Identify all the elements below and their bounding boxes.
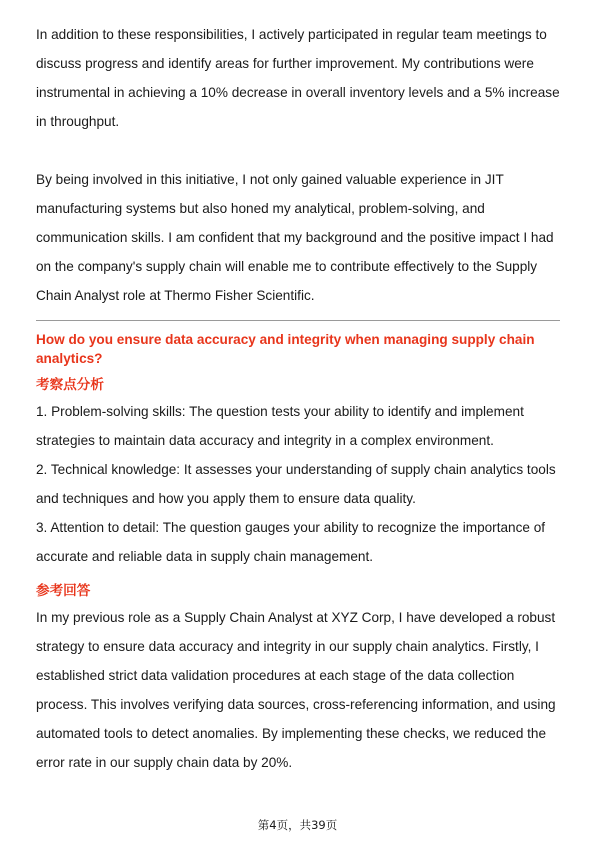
analysis-item-technical-knowledge: 2. Technical knowledge: It assesses your understanding of supply chain analytics tools and techniques and how you apply them to ensure data quality. xyxy=(36,462,556,506)
paragraph-experience-summary: By being involved in this initiative, I not only gained valuable experience in JIT manufacturing systems but also honed my analytical, problem-solving, and communication skills. I am confident that my background and the positive impact I had on the company's supply chain will enable me to contribute effectively to the Supply Chain Analyst role at Thermo Fisher Scientific. xyxy=(36,172,554,303)
document-page xyxy=(36,0,560,842)
section-divider xyxy=(36,320,560,321)
analysis-item-attention-to-detail: 3. Attention to detail: The question gauges your ability to recognize the importance of accurate and reliable data in supply chain management. xyxy=(36,520,546,564)
answer-label: 参考回答 xyxy=(36,583,91,599)
question-heading: How do you ensure data accuracy and integrity when managing supply chain analytics? xyxy=(36,332,535,366)
analysis-list xyxy=(36,397,560,571)
answer-paragraph: In my previous role as a Supply Chain Analyst at XYZ Corp, I have developed a robust strategy to ensure data accuracy and integrity in our supply chain analytics. Firstly, I established strict data validation procedures at each stage of the data collection process. This involves verifying data sources, cross-referencing information, and using automated tools to detect anomalies. By implementing these checks, we reduced the error rate in our supply chain data by 20%. xyxy=(36,610,556,770)
page-number-footer: 第4页，共39页 xyxy=(257,818,338,832)
analysis-item-problem-solving: 1. Problem-solving skills: The question tests your ability to identify and implement strategies to maintain data accuracy and integrity in a complex environment. xyxy=(36,404,524,448)
paragraph-responsibilities: In addition to these responsibilities, I actively participated in regular team meetings to discuss progress and identify areas for further improvement. My contributions were instrumental in achieving a 10% decrease in overall inventory levels and a 5% increase in throughput. xyxy=(36,27,560,129)
analysis-label: 考察点分析 xyxy=(36,377,104,393)
